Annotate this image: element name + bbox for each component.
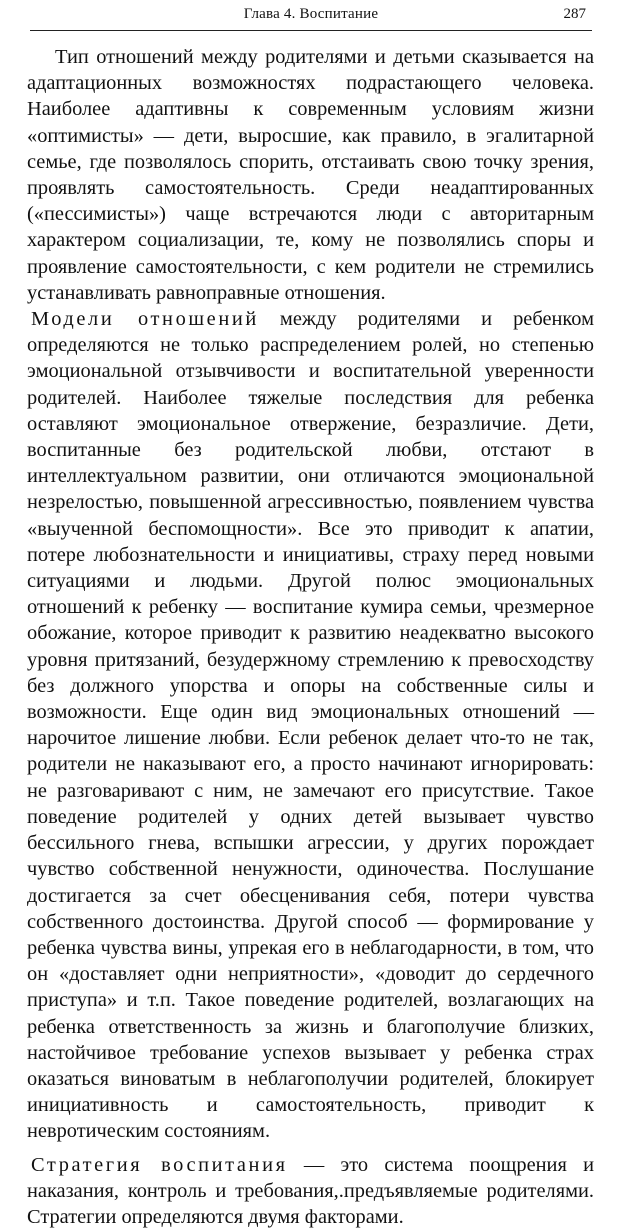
page-number: 287 bbox=[563, 6, 586, 22]
page-header bbox=[30, 6, 592, 31]
paragraph-text: — это система поощрения и наказания, контроль и требования,.предъявляемые родителями. Стратегии определяются двумя факторами. bbox=[27, 1153, 595, 1228]
paragraph-text: Тип отношений между родителями и детьми сказывается на адаптационных возможностях подрастающего человека. Наиболее адаптивны к современным условиям жизни «оптимисты» — дети, выросшие, как правило, в эгалитарной семье, где позволялось спорить, отстаивать свою точку зрения, проявлять самостоятельность. Среди неадаптированных («пессимисты») чаще встречаются люди с авторитарным характером социализации, те, кому не позволялись споры и проявление самостоятельности, с кем родители не стремились устанавливать равноправные отношения. bbox=[27, 46, 594, 304]
paragraph bbox=[27, 306, 594, 1145]
running-title: Глава 4. Воспитание bbox=[243, 6, 379, 22]
paragraph-text: между родителями и ребенком определяются не только распределением ролей, но степенью эмоциональной отзывчивости и воспитательной уверенности родителей. Наиболее тяжелые последствия для ребенка оставляют эмоциональное отвержение, безразличие. Дети, воспитанные без родительской любви, отстают в интеллектуальном развитии, они отличаются эмоциональной незрелостью, повышенной агрессивностью, появлением чувства «выученной беспомощности». Все это приводит к апатии, потере любознательности и инициативы, страху перед новыми ситуациями и людьми. Другой полюс эмоциональных отношений к ребенку — воспитание кумира семьи, чрезмерное обожание, которое приводит к развитию неадекватно высокого уровня притязаний, безудержному стремлению к превосходству без должного упорства и опоры на собственные силы и возможности. Еще один вид эмоциональных отношений — нарочитое лишение любви. Если ребенок делает что-то не так, родители не наказывают его, а просто начинают игнорировать: не разговаривают с ним, не замечают его присутствие. Такое поведение родителей у одних детей вызывает чувство бессильного гнева, вспышки агрессии, у других порождает чувство собственной ненужности, одиночества. Послушание достигается за счет обесценивания себя, потери чувства собственного достоинства. Другой способ — формирование у ребенка чувства вины, упрекая его в неблагодарности, в том, что он «доставляет одни неприятности», «доводит до сердечного приступа» и т.п. Такое поведение родителей, возлагающих на ребенка ответственность за жизнь и благополучие близких, настойчивое требование успехов вызывает у ребенка страх оказаться виноватым в неблагополучии родителей, блокирует инициативность и самостоятельность, приводит к невротическим состояниям. bbox=[27, 308, 595, 1143]
spaced-term: Модели отношений bbox=[31, 308, 259, 331]
paragraph bbox=[27, 44, 594, 306]
body-text bbox=[27, 44, 594, 1230]
spaced-term: Стратегия воспитания bbox=[31, 1153, 288, 1176]
paragraph bbox=[27, 1152, 594, 1230]
